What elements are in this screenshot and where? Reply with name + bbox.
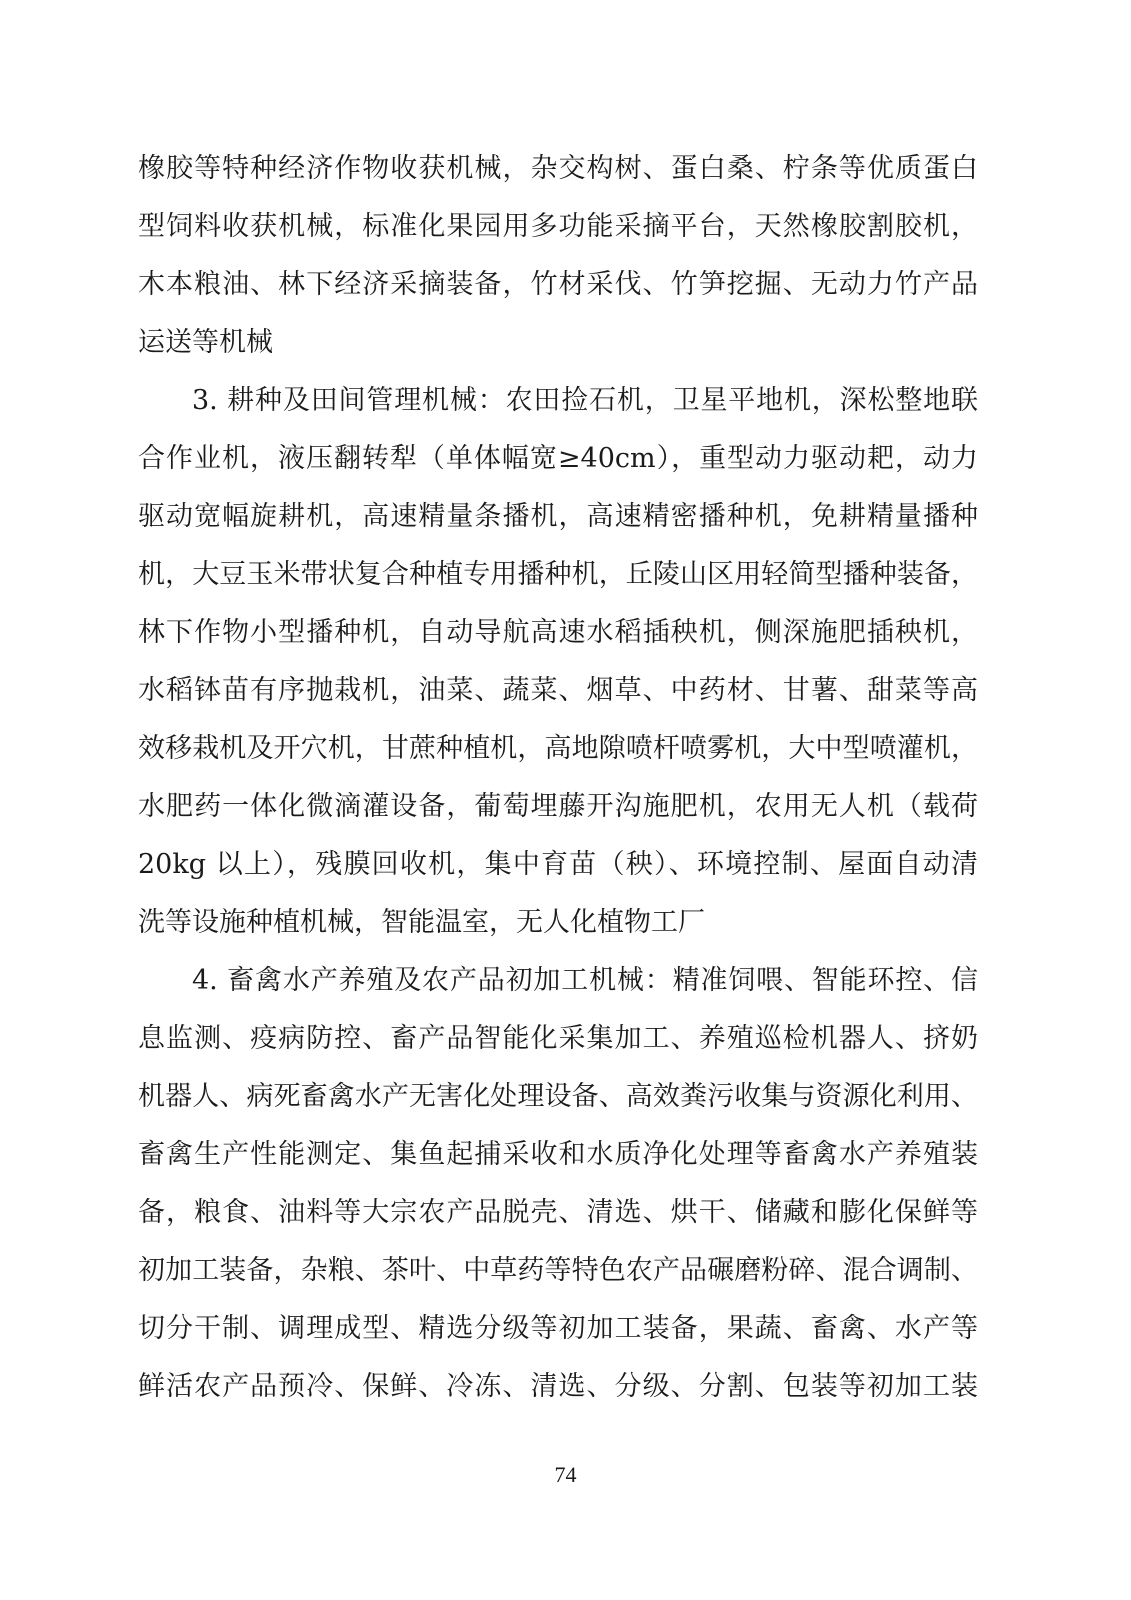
text-line: 鲜活农产品预冷、保鲜、冷冻、清选、分级、分割、包装等初加工装 (138, 1371, 978, 1402)
text-line: 橡胶等特种经济作物收获机械，杂交构树、蛋白桑、柠条等优质蛋白 (138, 153, 978, 184)
text-line: 畜禽生产性能测定、集鱼起捕采收和水质净化处理等畜禽水产养殖装 (138, 1139, 978, 1170)
text-line: 型饲料收获机械，标准化果园用多功能采摘平台，天然橡胶割胶机， (138, 211, 978, 242)
text-line: 机，大豆玉米带状复合种植专用播种机，丘陵山区用轻简型播种装备， (138, 559, 978, 590)
text-line: 机器人、病死畜禽水产无害化处理设备、高效粪污收集与资源化利用、 (138, 1081, 978, 1112)
paragraph-tillage-field-management (138, 372, 978, 952)
text-line: 效移栽机及开穴机，甘蔗种植机，高地隙喷杆喷雾机，大中型喷灌机， (138, 733, 978, 764)
paragraph-harvest-machinery-continued (138, 140, 978, 372)
text-line: 洗等设施种植机械，智能温室，无人化植物工厂 (138, 907, 705, 938)
text-line: 林下作物小型播种机，自动导航高速水稻插秧机，侧深施肥插秧机， (138, 617, 978, 648)
text-line: 木本粮油、林下经济采摘装备，竹材采伐、竹笋挖掘、无动力竹产品 (138, 269, 978, 300)
text-line: 3. 耕种及田间管理机械：农田捡石机，卫星平地机，深松整地联 (192, 385, 978, 416)
text-line: 息监测、疫病防控、畜产品智能化采集加工、养殖巡检机器人、挤奶 (138, 1023, 978, 1054)
text-line: 水稻钵苗有序抛栽机，油菜、蔬菜、烟草、中药材、甘薯、甜菜等高 (138, 675, 978, 706)
body-text (138, 140, 978, 1416)
text-line: 初加工装备，杂粮、茶叶、中草药等特色农产品碾磨粉碎、混合调制、 (138, 1255, 978, 1286)
text-line: 合作业机，液压翻转犁（单体幅宽≥40cm），重型动力驱动耙，动力 (138, 443, 978, 474)
page-number: 74 (554, 1462, 577, 1487)
text-line: 运送等机械 (138, 327, 273, 358)
text-line: 4. 畜禽水产养殖及农产品初加工机械：精准饲喂、智能环控、信 (192, 965, 978, 996)
paragraph-livestock-processing (138, 952, 978, 1416)
text-line: 20kg 以上），残膜回收机，集中育苗（秧）、环境控制、屋面自动清 (138, 849, 978, 880)
text-line: 切分干制、调理成型、精选分级等初加工装备，果蔬、畜禽、水产等 (138, 1313, 978, 1344)
text-line: 备，粮食、油料等大宗农产品脱壳、清选、烘干、储藏和膨化保鲜等 (138, 1197, 978, 1228)
text-line: 水肥药一体化微滴灌设备，葡萄埋藤开沟施肥机，农用无人机（载荷 (138, 791, 978, 822)
text-line: 驱动宽幅旋耕机，高速精量条播机，高速精密播种机，免耕精量播种 (138, 501, 978, 532)
